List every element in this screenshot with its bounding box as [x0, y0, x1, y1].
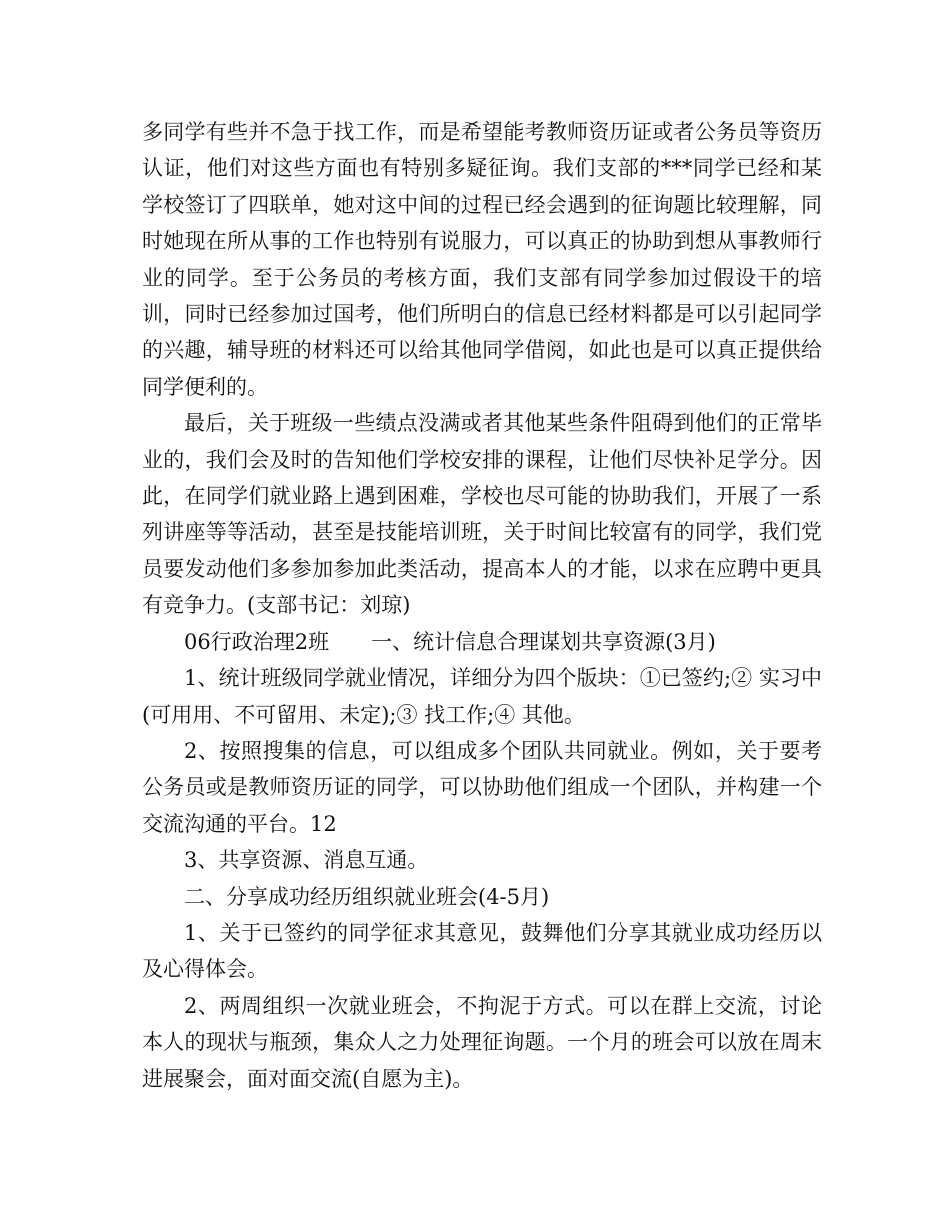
list-item-2-section-two: 2、两周组织一次就业班会，不拘泥于方式。可以在群上交流，讨论本人的现状与瓶颈，集众人之力处理征询题。一个月的班会可以放在周末进展聚会，面对面交流(自愿为主)。 [142, 993, 822, 1091]
paragraph-continued: 多同学有些并不急于找工作，而是希望能考教师资历证或者公务员等资历认证，他们对这些方面也有特别多疑征询。我们支部的***同学已经和某学校签订了四联单，她对这中间的过程已经会遇到的征询题比较理解，同时她现在所从事的工作也特别有说服力，可以真正的协助到想从事教师行业的同学。至于公务员的考核方面，我们支部有同学参加过假设干的培训，同时已经参加过国考，他们所明白的信息已经材料都是可以引起同学的兴趣，辅导班的材料还可以给其他同学借阅，如此也是可以真正提供给同学便利的。 [142, 120, 822, 399]
list-item-3: 3、共享资源、消息互通。 [184, 848, 429, 873]
list-item-1-section-two: 1、关于已签约的同学征求其意见，鼓舞他们分享其就业成功经历以及心得体会。 [142, 920, 822, 982]
paragraph-closing: 最后，关于班级一些绩点没满或者其他某些条件阻碍到他们的正常毕业的，我们会及时的告知他们学校安排的课程，让他们尽快补足学分。因此，在同学们就业路上遇到困难，学校也尽可能的协助我们，开展了一系列讲座等等活动，甚至是技能培训班，关于时间比较富有的同学，我们党员要发动他们多参加参加此类活动，提高本人的才能，以求在应聘中更具有竞争力。(支部书记：刘琼) [142, 411, 822, 618]
list-item-1: 1、统计班级同学就业情况，详细分为四个版块：①已签约;② 实习中(可用用、不可留用、未定);③ 找工作;④ 其他。 [142, 666, 822, 727]
section-heading-two: 二、分享成功经历组织就业班会(4-5月) [184, 884, 550, 909]
list-item-2: 2、按照搜集的信息，可以组成多个团队共同就业。例如，关于要考公务员或是教师资历证的同学，可以协助他们组成一个团队，并构建一个交流沟通的平台。12 [142, 738, 822, 836]
section-heading-class-plan: 06行政治理2班 一、统计信息合理谋划共享资源(3月) [184, 629, 716, 654]
document-body [142, 114, 822, 1097]
